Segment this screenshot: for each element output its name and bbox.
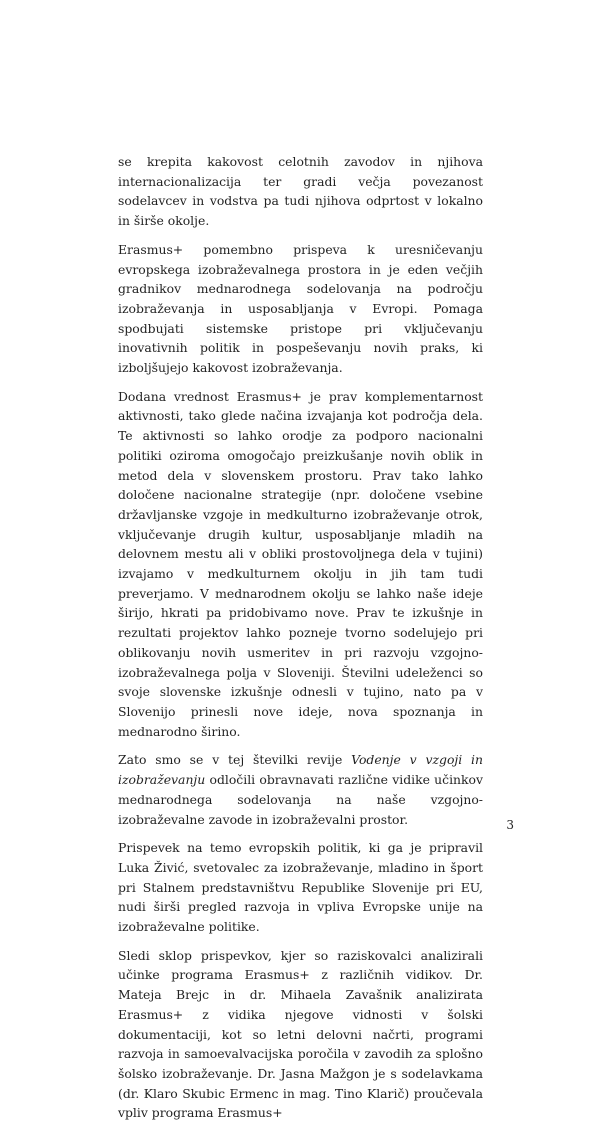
paragraph-2: Erasmus+ pomembno prispeva k uresničevanju evropskega izobraževalnega prostora in je eden večjih gradnikov mednarodnega sodelovanja na področju izobraževanja in usposabljanja v Evropi. Pomaga spodbujati sistemske pristope pri vključevanju inovativnih politik in pospeševanju novih praks, ki izboljšujejo kakovost izobraževanja.	[118, 241, 483, 376]
paragraph-3: Dodana vrednost Erasmus+ je prav komplementarnost aktivnosti, tako glede načina izvajanja kot področja dela. Te aktivnosti so lahko orodje za podporo nacionalni politiki oziroma omogočajo preizkušanje novih oblik in metod dela v slovenskem prostoru. Prav tako lahko določene nacionalne strategije (npr. določene vsebine državljanske vzgoje in medkulturno izobraževanje otrok, vključevanje drugih kultur, usposabljanje mladih na delovnem mestu ali v obliki prostovoljnega dela v tujini) izvajamo v medkulturnem okolju in jih tam tudi preverjamo. V mednarodnem okolju se lahko naše ideje širijo, hkrati pa pridobivamo nove. Prav te izkušnje in rezultati projektov lahko pozneje tvorno sodelujejo pri oblikovanju novih usmeritev in pri razvoju vzgojno-izobraževalnega polja v Sloveniji. Številni udeleženci so svoje slovenske izkušnje odnesli v tujino, nato pa v Slovenijo prinesli nove ideje, nova spoznanja in mednarodno širino.	[118, 388, 483, 739]
paragraph-5: Prispevek na temo evropskih politik, ki ga je pripravil Luka Živić, svetovalec za izobraževanje, mladino in šport pri Stalnem predstavništvu Republike Slovenije pri EU, nudi širši pregled razvoja in vpliva Evropske unije na izobraževalne politike.	[118, 840, 483, 935]
page-number: 3	[506, 818, 514, 832]
paragraph-1: se krepita kakovost celotnih zavodov in njihova internacionalizacija ter gradi večja povezanost sodelavcev in vodstva pa tudi njihova odprtost v lokalno in širše okolje.	[118, 154, 483, 229]
paragraph-6: Sledi sklop prispevkov, kjer so raziskovalci analizirali učinke programa Erasmus+ z različnih vidikov. Dr. Mateja Brejc in dr. Mihaela Zavašnik analizirata Erasmus+ z vidika njegove vidnosti v šolski dokumentaciji, kot so letni delovni načrti, programi razvoja in samoevalvacijska poročila v zavodih za splošno šolsko izobraževanje. Dr. Jasna Mažgon je s sodelavkama (dr. Klaro Skubic Ermenc in mag. Tino Klarič) proučevala vpliv programa Erasmus+	[118, 947, 483, 1121]
journal-title: Vodenje v vzgoji in izobraževanju	[118, 752, 483, 788]
paragraph-4-lead: Zato smo se v tej številki revije	[118, 752, 352, 768]
paragraph-4-rest: odločili obravnavati različne vidike učinkov mednarodnega sodelovanja na naše vzgojno-izobraževalne zavode in izobraževalni prostor.	[118, 772, 483, 827]
body-text	[118, 152, 483, 1132]
paragraph-4	[118, 750, 483, 829]
